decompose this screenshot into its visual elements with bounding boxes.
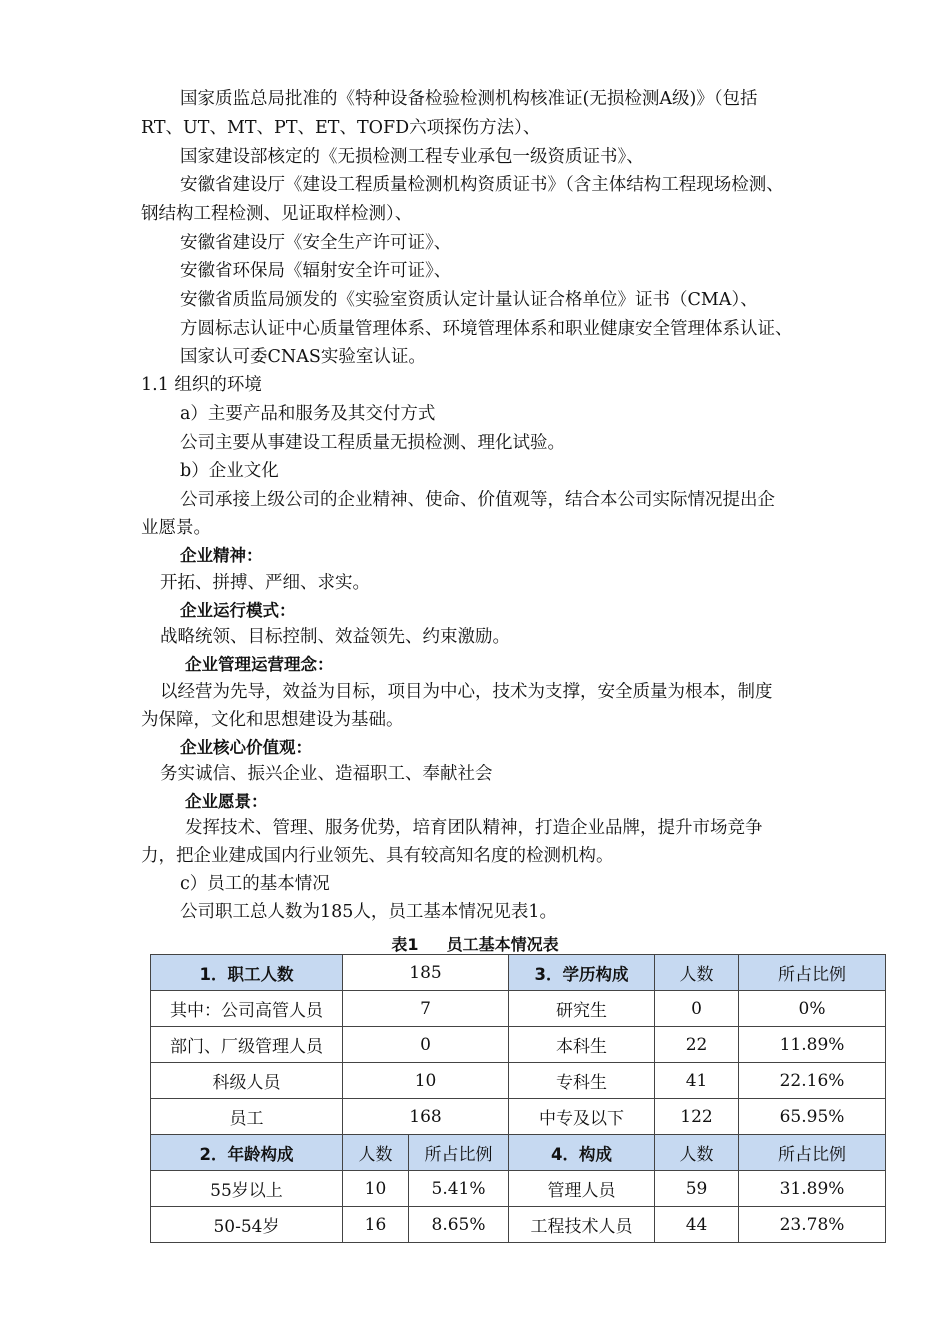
vision-body-cont: 力，把企业建成国内行业领先、具有较高知名度的检测机构。: [141, 846, 614, 866]
cert-line-2: 国家建设部核定的《无损检测工程专业承包一级资质证书》、: [180, 147, 644, 167]
spirit-body: 开拓、拼搏、严细、求实。: [160, 573, 370, 593]
staff-summary: 公司职工总人数为185人，员工基本情况见表1。: [180, 902, 558, 922]
table-cell: 所占比例: [739, 955, 886, 991]
cert-line-7: 方圆标志认证中心质量管理体系、环境管理体系和职业健康安全管理体系认证、: [180, 319, 793, 339]
section-heading: 1.1 组织的环境: [141, 375, 262, 395]
cert-line-4: 安徽省建设厅《安全生产许可证》、: [180, 233, 452, 253]
table-cell: 0: [655, 991, 739, 1027]
table-caption: [0, 932, 950, 955]
vision-heading: 企业愿景：: [185, 792, 268, 811]
table-cell: 10: [343, 1171, 409, 1207]
culture-intro: 公司承接上级公司的企业精神、使命、价值观等，结合本公司实际情况提出企: [180, 490, 775, 510]
table-cell: 工程技术人员: [509, 1207, 655, 1243]
table-cell: 专科生: [509, 1063, 655, 1099]
table-cell: 44: [655, 1207, 739, 1243]
table-cell: 人数: [343, 1135, 409, 1171]
table-cell: 4．构成: [509, 1135, 655, 1171]
cert-line-1: 国家质监总局批准的《特种设备检验检测机构核准证(无损检测A级)》（包括: [180, 89, 758, 109]
table-cell: 65.95%: [739, 1099, 886, 1135]
table-cell: 168: [343, 1099, 509, 1135]
table-cell: 185: [343, 955, 509, 991]
table-cell: 1．职工人数: [151, 955, 343, 991]
mode-heading: 企业运行模式：: [180, 601, 296, 620]
table-cell: 3．学历构成: [509, 955, 655, 991]
table-cell: 41: [655, 1063, 739, 1099]
table-cell: 人数: [655, 955, 739, 991]
subsection-a-body: 公司主要从事建设工程质量无损检测、理化试验。: [180, 433, 565, 453]
values-body: 务实诚信、振兴企业、造福职工、奉献社会: [160, 764, 493, 784]
table-row: [151, 1027, 886, 1063]
vision-body: 发挥技术、管理、服务优势，培育团队精神，打造企业品牌，提升市场竞争: [185, 818, 763, 838]
table-row: [151, 1135, 886, 1171]
table-cell: 部门、厂级管理人员: [151, 1027, 343, 1063]
cert-line-1-cont: RT、UT、MT、PT、ET、TOFD六项探伤方法）、: [141, 118, 541, 138]
philosophy-body-cont: 为保障，文化和思想建设为基础。: [141, 710, 404, 730]
culture-intro-cont: 业愿景。: [141, 518, 211, 538]
table-cell: 人数: [655, 1135, 739, 1171]
cert-line-3-cont: 钢结构工程检测、见证取样检测）、: [141, 204, 413, 224]
table-cell: 22: [655, 1027, 739, 1063]
values-heading: 企业核心价值观：: [180, 738, 312, 757]
table-cell: 16: [343, 1207, 409, 1243]
table-cell: 122: [655, 1099, 739, 1135]
table-row: [151, 1099, 886, 1135]
subsection-c: c）员工的基本情况: [180, 874, 330, 894]
table-cell: 23.78%: [739, 1207, 886, 1243]
cert-line-5: 安徽省环保局《辐射安全许可证》、: [180, 261, 452, 281]
table-cell: 0: [343, 1027, 509, 1063]
table-row: [151, 955, 886, 991]
table-cell: 科级人员: [151, 1063, 343, 1099]
cert-line-6: 安徽省质监局颁发的《实验室资质认定计量认证合格单位》证书（CMA）、: [180, 290, 758, 310]
table-row: [151, 1207, 886, 1243]
table-cell: 22.16%: [739, 1063, 886, 1099]
subsection-b: b）企业文化: [180, 461, 279, 481]
table-cell: 55岁以上: [151, 1171, 343, 1207]
philosophy-body: 以经营为先导，效益为目标，项目为中心，技术为支撑，安全质量为根本，制度: [160, 682, 773, 702]
table-cell: 5.41%: [409, 1171, 509, 1207]
cert-line-8: 国家认可委CNAS实验室认证。: [180, 347, 426, 367]
table-cell: 50-54岁: [151, 1207, 343, 1243]
philosophy-heading: 企业管理运营理念：: [185, 655, 334, 674]
table-cell: 11.89%: [739, 1027, 886, 1063]
table-caption-title: 员工基本情况表: [446, 935, 559, 954]
table-cell: 59: [655, 1171, 739, 1207]
table-cell: 员工: [151, 1099, 343, 1135]
table-cell: 10: [343, 1063, 509, 1099]
table-cell: 其中：公司高管人员: [151, 991, 343, 1027]
table-cell: 所占比例: [739, 1135, 886, 1171]
subsection-a: a）主要产品和服务及其交付方式: [180, 404, 436, 424]
table-row: [151, 1063, 886, 1099]
table-cell: 本科生: [509, 1027, 655, 1063]
table-cell: 7: [343, 991, 509, 1027]
table-row: [151, 1171, 886, 1207]
mode-body: 战略统领、目标控制、效益领先、约束激励。: [160, 627, 510, 647]
table-cell: 所占比例: [409, 1135, 509, 1171]
table-cell: 2．年龄构成: [151, 1135, 343, 1171]
spirit-heading: 企业精神：: [180, 546, 263, 565]
table-cell: 中专及以下: [509, 1099, 655, 1135]
cert-line-3: 安徽省建设厅《建设工程质量检测机构资质证书》（含主体结构工程现场检测、: [180, 175, 784, 195]
table-cell: 0%: [739, 991, 886, 1027]
table-cell: 8.65%: [409, 1207, 509, 1243]
table-cell: 管理人员: [509, 1171, 655, 1207]
staff-table: [150, 954, 886, 1243]
table-cell: 研究生: [509, 991, 655, 1027]
table-caption-number: 表1: [391, 935, 419, 954]
table-cell: 31.89%: [739, 1171, 886, 1207]
table-row: [151, 991, 886, 1027]
